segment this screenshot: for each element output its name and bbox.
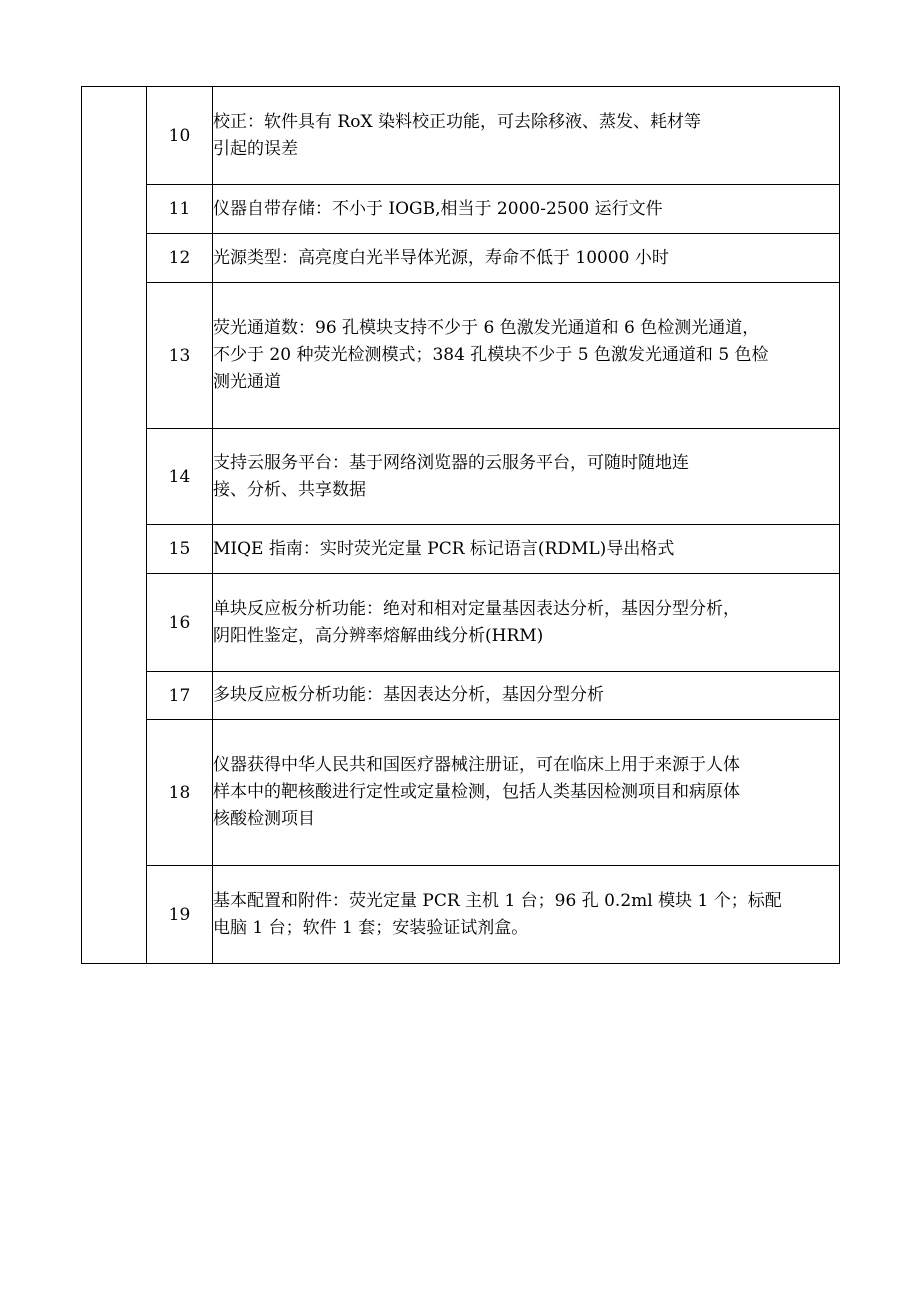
row-number: 19	[147, 866, 213, 964]
spec-line: 光源类型：高亮度白光半导体光源，寿命不低于 10000 小时	[213, 247, 669, 268]
spec-line: 不少于 20 种荧光检测模式；384 孔模块不少于 5 色激发光通道和 5 色检	[213, 345, 769, 365]
spec-line: 引起的误差	[213, 138, 298, 159]
spec-line: 接、分析、共享数据	[213, 479, 366, 500]
spec-line: 荧光通道数：96 孔模块支持不少于 6 色激发光通道和 6 色检测光通道，	[213, 318, 760, 338]
row-number: 10	[147, 87, 213, 185]
spec-text	[213, 574, 840, 672]
row-number: 13	[147, 283, 213, 429]
table-row	[82, 87, 840, 185]
row-number: 15	[147, 525, 213, 574]
spec-line: 单块反应板分析功能：绝对和相对定量基因表达分析，基因分型分析，	[213, 598, 740, 619]
table-row	[82, 429, 840, 525]
spec-table-body	[82, 87, 840, 964]
spec-line: 电脑 1 台；软件 1 套；安装验证试剂盒。	[213, 917, 529, 938]
spec-line: 仪器自带存储：不小于 IOGB,相当于 2000-2500 运行文件	[213, 198, 663, 219]
spec-text	[213, 87, 840, 185]
spec-line: 测光通道	[213, 372, 281, 392]
row-number: 17	[147, 672, 213, 720]
spec-text	[213, 429, 840, 525]
row-number: 12	[147, 234, 213, 283]
spec-text	[213, 866, 840, 964]
spec-line: 基本配置和附件：荧光定量 PCR 主机 1 台；96 孔 0.2ml 模块 1 个；标配	[213, 890, 782, 911]
spec-line: 校正：软件具有 RoX 染料校正功能，可去除移液、蒸发、耗材等	[213, 111, 701, 132]
spec-text	[213, 234, 840, 283]
spec-text	[213, 720, 840, 866]
table-row	[82, 672, 840, 720]
category-cell	[82, 87, 147, 964]
spec-line: 多块反应板分析功能：基因表达分析，基因分型分析	[213, 685, 604, 705]
spec-line: 核酸检测项目	[213, 809, 315, 829]
spec-line: 支持云服务平台：基于网络浏览器的云服务平台，可随时随地连	[213, 452, 689, 473]
spec-line: 阴阳性鉴定，高分辨率熔解曲线分析(HRM)	[213, 625, 544, 646]
row-number: 18	[147, 720, 213, 866]
row-number: 11	[147, 185, 213, 234]
spec-line: MIQE 指南：实时荧光定量 PCR 标记语言(RDML)导出格式	[213, 538, 675, 559]
spec-table	[81, 86, 840, 964]
table-row	[82, 283, 840, 429]
row-number: 14	[147, 429, 213, 525]
spec-text	[213, 283, 840, 429]
spec-text	[213, 672, 840, 720]
spec-text	[213, 185, 840, 234]
table-row	[82, 574, 840, 672]
table-row	[82, 234, 840, 283]
table-row	[82, 525, 840, 574]
spec-text	[213, 525, 840, 574]
table-row	[82, 185, 840, 234]
spec-line: 仪器获得中华人民共和国医疗器械注册证，可在临床上用于来源于人体	[213, 755, 740, 775]
table-row	[82, 720, 840, 866]
spec-line: 样本中的靶核酸进行定性或定量检测，包括人类基因检测项目和病原体	[213, 782, 740, 802]
row-number: 16	[147, 574, 213, 672]
table-row	[82, 866, 840, 964]
